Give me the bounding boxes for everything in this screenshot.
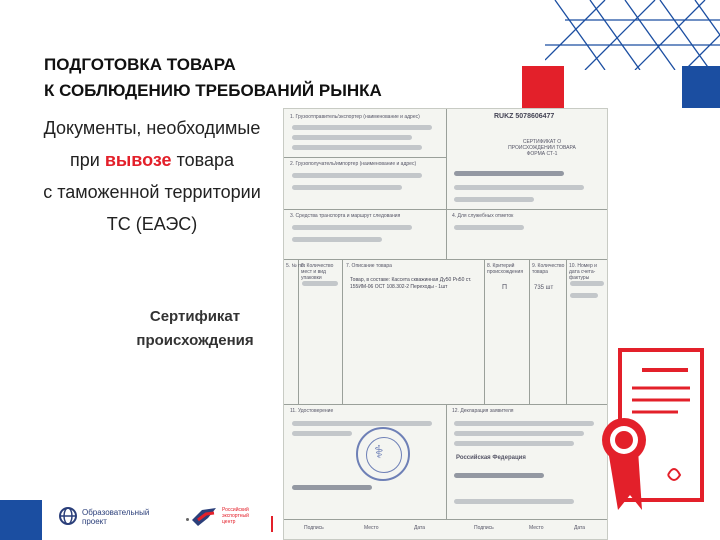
grid-line [284,519,608,520]
certificate-heading: СЕРТИФИКАТ О ПРОИСХОЖДЕНИИ ТОВАРА ФОРМА СТ-1 [508,139,576,157]
box7-label: 7. Описание товара [346,263,392,269]
redacted-text [292,421,432,426]
box2-label: 2. Грузополучатель/импортер (наименование и адрес) [290,161,417,167]
redacted-text [454,185,584,190]
footer-place-label-2: Место [529,525,544,531]
footer-red-tick [271,516,273,532]
grid-line [284,259,608,260]
box1-label: 1. Грузоотправитель/экспортер (наименование и адрес) [290,114,420,120]
redacted-text [454,171,564,176]
grid-line [446,209,447,259]
redacted-text [454,197,534,202]
grid-line [566,259,567,404]
slide-title [44,52,514,104]
title-line-1: ПОДГОТОВКА ТОВАРА [44,55,236,74]
redacted-text [454,473,544,478]
redacted-text [454,225,524,230]
logo2-line1: Российский [222,507,249,513]
footer-sign-label: Подпись [304,525,324,531]
footer-date-label-2: Дата [574,525,586,531]
origin-criterion: П [502,284,508,291]
grid-line [484,259,485,404]
document-caption [110,305,280,353]
red-accent-square [522,66,564,108]
logo2-line3: центр [222,519,236,525]
goods-quantity: 735 шт [534,285,554,291]
redacted-text [292,135,412,140]
title-line-2: К СОБЛЮДЕНИЮ ТРЕБОВАНИЙ РЫНКА [44,81,382,100]
certificate-ribbon-icon [598,340,708,515]
redacted-text [292,185,402,190]
box11-label: 11. Удостоверение [290,408,334,414]
intro-line-1: Документы, необходимые [43,118,261,138]
goods-description: Товар, в составе: Кассета скважинная Ду50 Рн50 ст. 155ИМ-06 ОСТ 108.302-2 Переходы - 1шт [350,277,472,290]
intro-line-3: с таможенной территории [43,182,261,202]
certificate-number: RUKZ 5078606477 [494,113,555,120]
box6-label: 6. Количество мест и вид упаковки [301,263,334,281]
grid-line [284,157,446,158]
intro-text [32,112,272,240]
grid-line [342,259,343,404]
globe-logo-icon [58,506,78,526]
footer-place-label: Место [364,525,379,531]
grid-line [529,259,530,404]
redacted-text [454,421,594,426]
redacted-text [292,225,412,230]
box10-label: 10. Номер и дата счета-фактуры [569,263,597,281]
box8-label: 8. Критерий происхождения [487,263,524,275]
redacted-text [454,431,584,436]
box9-label: 9. Количество товара [532,263,565,275]
footer-blue-bar [0,500,42,540]
caption-line-2: происхождения [136,332,254,349]
footer-logo-1-text [82,508,149,526]
grid-line [446,109,447,209]
redacted-text [302,281,338,286]
redacted-text [292,237,382,242]
grid-line [446,404,447,519]
origin-country: Российская Федерация [456,455,526,461]
redacted-text [570,293,598,298]
footer-separator-dot [186,518,189,521]
export-center-logo-icon [190,506,218,528]
redacted-text [454,499,574,504]
footer-date-label: Дата [414,525,426,531]
intro-line-2-end: товара [171,150,235,170]
redacted-text [292,145,422,150]
intro-line-4: ТС (ЕАЭС) [106,214,198,234]
intro-accent-word: вывозе [104,150,172,170]
corner-network-graphic [545,0,720,70]
blue-accent-square [682,66,720,108]
redacted-text [292,431,352,436]
redacted-text [454,441,574,446]
intro-line-2 [32,144,272,176]
intro-line-2-start: при [69,150,105,170]
certificate-scan [283,108,608,540]
logo2-line2: экспортный [222,513,249,519]
box4-label: 4. Для служебных отметок [452,213,514,219]
box5-label: 5. № п/п [286,263,306,269]
box3-label: 3. Средства транспорта и маршрут следования [290,213,401,219]
caption-line-1: Сертификат [149,308,241,325]
emblem-seal-icon: ⚕ [356,427,410,481]
box12-label: 12. Декларация заявителя [452,408,514,414]
redacted-text [570,281,604,286]
grid-line [298,259,299,404]
footer-sign-label-2: Подпись [474,525,494,531]
redacted-text [292,173,422,178]
footer-logo-2-text [222,507,249,525]
logo1-line1: Образовательный [82,508,150,517]
redacted-text [292,125,432,130]
redacted-text [292,485,372,490]
logo1-line2: проект [82,517,107,526]
